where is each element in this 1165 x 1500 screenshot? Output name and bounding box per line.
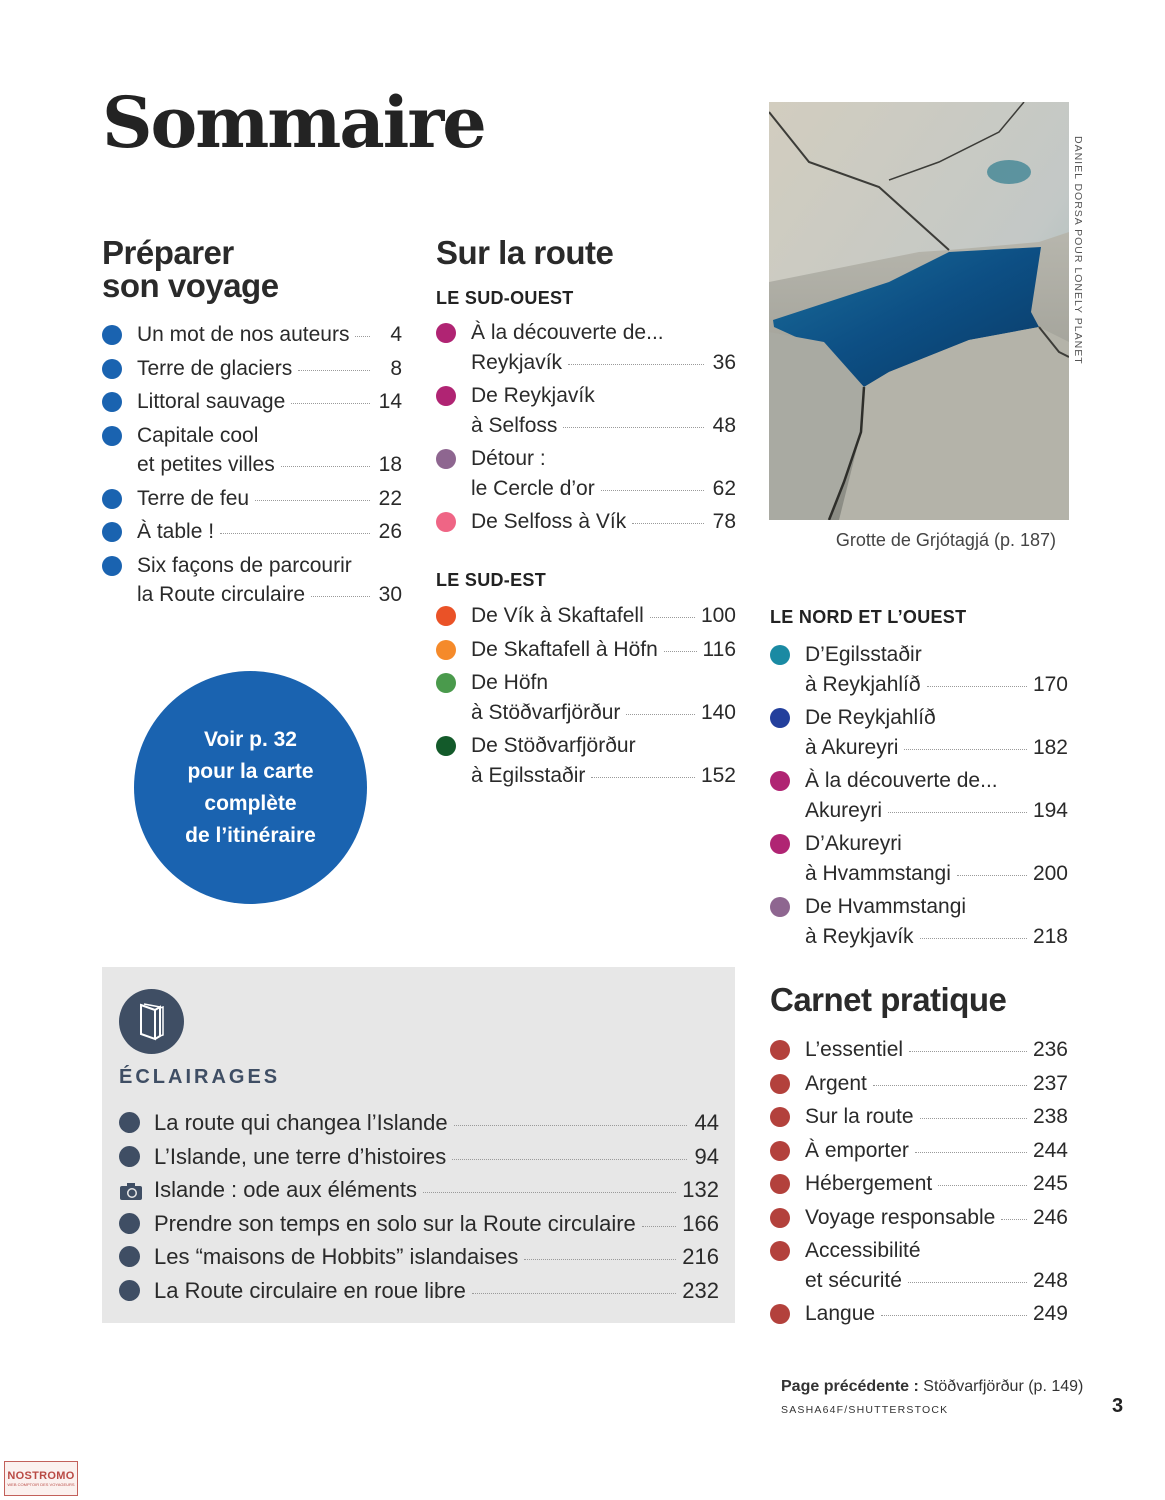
- toc-entry-line: [471, 381, 736, 411]
- bullet-dot-icon: [436, 673, 456, 693]
- section-title-carnet-pratique: Carnet pratique: [770, 981, 1007, 1018]
- toc-entry-title: De Reykjavík: [471, 384, 595, 407]
- toc-entry-line: [805, 1069, 1068, 1099]
- toc-entry-page: 170: [1032, 672, 1068, 696]
- bullet-dot-icon: [119, 1280, 140, 1301]
- toc-list-carnet: [770, 1035, 1068, 1333]
- dot-leader: [642, 1226, 676, 1227]
- toc-entry-title: De Vík à Skaftafell: [471, 604, 644, 627]
- toc-entry-line: [471, 668, 736, 698]
- toc-entry[interactable]: [119, 1242, 719, 1272]
- toc-entry[interactable]: [436, 507, 736, 537]
- toc-entry-line: [154, 1142, 719, 1172]
- dot-leader: [904, 749, 1027, 750]
- toc-entry-title: De Höfn: [471, 671, 549, 694]
- toc-entry[interactable]: [770, 1299, 1068, 1329]
- toc-entry[interactable]: [102, 551, 402, 610]
- toc-entry-line: [137, 450, 402, 480]
- toc-entry-title: De Stöðvarfjörður: [471, 734, 636, 757]
- dot-leader: [591, 777, 695, 778]
- bullet-dot-icon: [102, 359, 122, 379]
- region-heading-sud-ouest: LE SUD-OUEST: [436, 288, 574, 308]
- bullet-dot-icon: [770, 1107, 790, 1127]
- toc-entry[interactable]: [119, 1276, 719, 1306]
- toc-entry[interactable]: [770, 766, 1068, 825]
- toc-entry-page: 152: [700, 763, 736, 787]
- toc-entry-line: [471, 318, 736, 348]
- toc-entry[interactable]: [436, 635, 736, 665]
- toc-entry-page: 8: [390, 356, 402, 380]
- bullet-dot-icon: [436, 386, 456, 406]
- toc-entry-title: L’essentiel: [805, 1038, 904, 1061]
- toc-entry-title: à Reykjavík: [805, 924, 914, 948]
- dot-leader: [298, 370, 370, 371]
- dot-leader: [909, 1051, 1027, 1052]
- toc-entry[interactable]: [436, 601, 736, 631]
- toc-entry-line: [471, 348, 736, 378]
- dot-leader: [220, 533, 370, 534]
- toc-entry-title: Islande : ode aux éléments: [154, 1177, 417, 1203]
- section-title-line: son voyage: [102, 267, 279, 304]
- toc-entry-title: De Selfoss à Vík: [471, 510, 627, 533]
- dot-leader: [423, 1192, 676, 1193]
- toc-list-sud-est: [436, 601, 736, 794]
- toc-entry-page: 194: [1032, 798, 1068, 822]
- dot-leader: [626, 714, 695, 715]
- book-icon: [119, 989, 184, 1054]
- toc-entry-title: À emporter: [805, 1138, 909, 1162]
- toc-entry[interactable]: [436, 444, 736, 503]
- toc-list-preparer: [102, 320, 402, 614]
- previous-page-credit: [781, 1378, 1083, 1396]
- toc-entry[interactable]: [436, 731, 736, 790]
- toc-entry-page: 30: [378, 583, 402, 606]
- toc-entry-title: À table !: [137, 520, 215, 543]
- dot-leader: [311, 596, 370, 597]
- toc-entry[interactable]: [770, 703, 1068, 762]
- bullet-dot-icon: [770, 1074, 790, 1094]
- toc-entry-page: 132: [682, 1177, 719, 1203]
- toc-entry[interactable]: [770, 1203, 1068, 1233]
- bullet-dot-icon: [436, 640, 456, 660]
- camera-icon: [119, 1179, 140, 1200]
- toc-entry-title: la Route circulaire: [137, 583, 306, 606]
- photo-caption: Grotte de Grjótagjá (p. 187): [835, 530, 1056, 550]
- bullet-dot-icon: [770, 1208, 790, 1228]
- toc-entry-page: 94: [694, 1143, 719, 1169]
- bullet-dot-icon: [119, 1146, 140, 1167]
- dot-leader: [650, 617, 695, 618]
- toc-entry-page: 218: [1032, 924, 1068, 948]
- watermark-tagline: WEB COMPTOIR DES VOYAGEURS: [7, 1481, 75, 1487]
- bullet-dot-icon: [770, 897, 790, 917]
- bullet-dot-icon: [102, 392, 122, 412]
- toc-entry-page: 238: [1032, 1105, 1068, 1128]
- toc-entry-title: De Hvammstangi: [805, 895, 967, 918]
- toc-entry-title: Argent: [805, 1071, 867, 1095]
- toc-entry-title: à Hvammstangi: [805, 861, 951, 885]
- toc-entry-line: [471, 507, 736, 537]
- toc-entry-title: à Reykjahlíð: [805, 672, 921, 696]
- dot-leader: [563, 427, 704, 428]
- bullet-dot-icon: [102, 489, 122, 509]
- toc-entry-line: [805, 859, 1068, 889]
- toc-list-nord-ouest: [770, 640, 1068, 955]
- toc-entry[interactable]: [770, 1069, 1068, 1099]
- toc-list-sud-ouest: [436, 318, 736, 541]
- bullet-dot-icon: [436, 323, 456, 343]
- toc-entry-line: [805, 670, 1068, 700]
- toc-entry-title: Littoral sauvage: [137, 390, 286, 413]
- toc-entry[interactable]: [770, 640, 1068, 699]
- bullet-dot-icon: [119, 1213, 140, 1234]
- toc-entry-page: 246: [1032, 1205, 1068, 1229]
- toc-entry-title: le Cercle d’or: [471, 476, 595, 500]
- toc-entry-page: 249: [1032, 1302, 1068, 1325]
- dot-leader: [281, 466, 370, 467]
- toc-entry-title: À la découverte de...: [805, 769, 998, 792]
- toc-entry-page: 18: [378, 453, 402, 476]
- bullet-dot-icon: [770, 771, 790, 791]
- toc-entry[interactable]: [436, 381, 736, 440]
- toc-entry-title: à Egilsstaðir: [471, 763, 586, 787]
- toc-entry-title: Capitale cool: [137, 423, 259, 447]
- section-title-preparer: [102, 236, 279, 302]
- toc-entry-line: [137, 354, 402, 384]
- map-callout-text: Voir p. 32 pour la carte complète de l’itinéraire: [185, 727, 316, 847]
- section-title-sur-la-route: Sur la route: [436, 234, 614, 271]
- dot-leader: [452, 1159, 687, 1160]
- dot-leader: [1001, 1219, 1027, 1220]
- bullet-dot-icon: [770, 1141, 790, 1161]
- toc-entry-line: [805, 1136, 1068, 1166]
- region-heading-nord-ouest: LE NORD ET L’OUEST: [770, 607, 967, 627]
- bullet-dot-icon: [102, 556, 122, 576]
- previous-page-label: Page précédente :: [781, 1378, 919, 1395]
- bullet-dot-icon: [436, 606, 456, 626]
- bullet-dot-icon: [770, 1174, 790, 1194]
- toc-entry-line: [805, 1203, 1068, 1233]
- bullet-dot-icon: [770, 1304, 790, 1324]
- toc-entry-line: [137, 551, 402, 581]
- toc-entry-title: À la découverte de...: [471, 321, 664, 344]
- toc-entry[interactable]: [770, 892, 1068, 951]
- previous-page-value: Stöðvarfjörður (p. 149): [923, 1378, 1084, 1395]
- dot-leader: [355, 336, 370, 337]
- section-title-line: Préparer: [102, 234, 234, 271]
- dot-leader: [632, 523, 704, 524]
- photo-illustration: [769, 102, 1069, 520]
- toc-entry-title: et sécurité: [805, 1268, 902, 1292]
- dot-leader: [908, 1282, 1027, 1283]
- toc-entry-title: De Reykjahlíð: [805, 706, 936, 729]
- toc-entry-line: [805, 1236, 1068, 1266]
- toc-entry-page: 236: [1032, 1038, 1068, 1061]
- toc-entry-page: 248: [1032, 1268, 1068, 1292]
- book-icon-glyph: [119, 989, 184, 1054]
- toc-entry-title: Hébergement: [805, 1172, 933, 1195]
- region-heading-sud-est: LE SUD-EST: [436, 570, 547, 590]
- toc-entry-line: [471, 601, 736, 631]
- bullet-dot-icon: [770, 708, 790, 728]
- toc-entry-page: 36: [712, 350, 736, 374]
- toc-entry[interactable]: [436, 318, 736, 377]
- toc-entry-line: [805, 796, 1068, 826]
- toc-entry[interactable]: [119, 1142, 719, 1172]
- toc-entry-line: [805, 640, 1068, 670]
- toc-entry-line: [805, 1266, 1068, 1296]
- toc-entry-line: [471, 444, 736, 474]
- bullet-dot-icon: [119, 1246, 140, 1267]
- bullet-dot-icon: [102, 522, 122, 542]
- toc-entry[interactable]: [102, 517, 402, 547]
- toc-entry-title: Les “maisons de Hobbits” islandaises: [154, 1244, 519, 1270]
- toc-entry-title: La route qui changea l’Islande: [154, 1110, 448, 1135]
- toc-entry-line: [471, 411, 736, 441]
- toc-entry[interactable]: [770, 1136, 1068, 1166]
- dot-leader: [454, 1125, 687, 1126]
- toc-entry-title: Reykjavík: [471, 350, 563, 374]
- dot-leader: [915, 1152, 1027, 1153]
- toc-entry-title: Détour :: [471, 447, 546, 470]
- page-title: Sommaire: [102, 81, 485, 164]
- toc-entry-page: 100: [700, 604, 736, 627]
- toc-entry-title: Terre de glaciers: [137, 356, 293, 380]
- bullet-dot-icon: [770, 834, 790, 854]
- toc-entry-line: [137, 517, 402, 547]
- toc-entry-page: 140: [700, 700, 736, 724]
- toc-entry[interactable]: [770, 1236, 1068, 1295]
- dot-leader: [664, 651, 697, 652]
- toc-entry[interactable]: [770, 1035, 1068, 1065]
- dot-leader: [255, 500, 370, 501]
- toc-entry-page: 78: [712, 510, 736, 533]
- dot-leader: [920, 938, 1027, 939]
- toc-entry-line: [137, 580, 402, 610]
- toc-entry[interactable]: [102, 484, 402, 514]
- toc-entry-title: Accessibilité: [805, 1239, 921, 1262]
- toc-entry[interactable]: [119, 1175, 719, 1205]
- toc-entry-page: 182: [1032, 735, 1068, 759]
- toc-entry[interactable]: [102, 320, 402, 350]
- toc-entry-title: Terre de feu: [137, 486, 250, 510]
- dot-leader: [291, 403, 370, 404]
- toc-entry[interactable]: [436, 668, 736, 727]
- bullet-dot-icon: [102, 325, 122, 345]
- dot-leader: [938, 1185, 1027, 1186]
- photo-credit-vertical: DANIEL DORSA POUR LONELY PLANET: [1072, 136, 1084, 365]
- toc-entry-page: 237: [1032, 1071, 1068, 1095]
- bullet-dot-icon: [436, 449, 456, 469]
- toc-entry-line: [805, 829, 1068, 859]
- toc-entry[interactable]: [102, 387, 402, 417]
- toc-entry-title: L’Islande, une terre d’histoires: [154, 1143, 447, 1169]
- toc-entry-title: à Selfoss: [471, 413, 558, 437]
- toc-entry-page: 48: [712, 413, 736, 437]
- toc-entry[interactable]: [770, 1169, 1068, 1199]
- bullet-dot-icon: [102, 426, 122, 446]
- toc-entry-line: [137, 484, 402, 514]
- toc-entry-title: La Route circulaire en roue libre: [154, 1277, 466, 1303]
- watermark-name: NOSTROMO: [7, 1469, 75, 1482]
- bullet-dot-icon: [436, 512, 456, 532]
- toc-entry-title: à Stöðvarfjörður: [471, 700, 621, 724]
- toc-entry-line: [805, 1169, 1068, 1199]
- toc-entry-line: [805, 766, 1068, 796]
- toc-entry-title: Voyage responsable: [805, 1205, 996, 1229]
- toc-entry[interactable]: [770, 829, 1068, 888]
- toc-entry[interactable]: [119, 1209, 719, 1239]
- toc-entry-line: [154, 1108, 719, 1138]
- nostromo-watermark: [4, 1461, 78, 1496]
- toc-list-eclairages: [119, 1108, 719, 1310]
- bullet-dot-icon: [119, 1112, 140, 1133]
- dot-leader: [524, 1259, 676, 1260]
- toc-entry-line: [805, 733, 1068, 763]
- toc-entry-line: [805, 1102, 1068, 1132]
- toc-entry-line: [471, 731, 736, 761]
- toc-entry-page: 116: [702, 637, 736, 661]
- toc-entry-line: [154, 1242, 719, 1272]
- dot-leader: [568, 364, 704, 365]
- toc-entry[interactable]: [119, 1108, 719, 1138]
- eclairages-title: ÉCLAIRAGES: [119, 1066, 281, 1088]
- toc-entry-line: [805, 892, 1068, 922]
- bullet-dot-icon: [770, 1040, 790, 1060]
- toc-entry-page: 62: [712, 476, 736, 500]
- toc-entry-title: Prendre son temps en solo sur la Route circulaire: [154, 1210, 636, 1236]
- toc-entry-page: 200: [1032, 861, 1068, 885]
- toc-entry-page: 245: [1032, 1172, 1068, 1195]
- toc-entry-page: 216: [682, 1244, 719, 1270]
- toc-entry-line: [471, 635, 736, 665]
- toc-entry-page: 14: [378, 390, 402, 413]
- photo-grjotagja: [769, 102, 1069, 520]
- toc-entry-line: [154, 1276, 719, 1306]
- toc-entry-line: [805, 1035, 1068, 1065]
- toc-entry-page: 244: [1032, 1138, 1068, 1162]
- toc-entry-line: [805, 1299, 1068, 1329]
- toc-entry-line: [137, 320, 402, 350]
- dot-leader: [472, 1293, 676, 1294]
- toc-entry-line: [471, 698, 736, 728]
- toc-entry-line: [154, 1209, 719, 1239]
- toc-entry-title: Sur la route: [805, 1105, 914, 1128]
- toc-entry-title: Six façons de parcourir: [137, 553, 352, 577]
- dot-leader: [920, 1118, 1027, 1119]
- toc-entry-line: [805, 703, 1068, 733]
- toc-entry-page: 26: [378, 520, 402, 543]
- toc-entry[interactable]: [102, 354, 402, 384]
- page-number: 3: [1112, 1395, 1124, 1417]
- toc-entry-title: Akureyri: [805, 798, 883, 822]
- bullet-dot-icon: [770, 1241, 790, 1261]
- photo-credit-footer: SASHA64F/SHUTTERSTOCK: [781, 1404, 949, 1416]
- dot-leader: [873, 1085, 1027, 1086]
- dot-leader: [957, 875, 1027, 876]
- toc-entry-page: 22: [378, 486, 402, 510]
- toc-entry-line: [805, 922, 1068, 952]
- toc-entry-line: [471, 474, 736, 504]
- dot-leader: [601, 490, 704, 491]
- toc-entry-title: De Skaftafell à Höfn: [471, 637, 658, 661]
- toc-entry-line: [137, 387, 402, 417]
- dot-leader: [888, 812, 1027, 813]
- toc-entry-title: Un mot de nos auteurs: [137, 323, 350, 346]
- toc-entry-line: [154, 1175, 719, 1205]
- toc-entry-title: à Akureyri: [805, 735, 899, 759]
- toc-entry-title: D’Akureyri: [805, 832, 902, 855]
- toc-entry-title: D’Egilsstaðir: [805, 643, 922, 666]
- dot-leader: [881, 1315, 1027, 1316]
- bullet-dot-icon: [436, 736, 456, 756]
- toc-entry[interactable]: [102, 421, 402, 480]
- bullet-dot-icon: [770, 645, 790, 665]
- toc-entry-page: 4: [390, 323, 402, 346]
- toc-entry-page: 44: [694, 1110, 719, 1135]
- toc-entry[interactable]: [770, 1102, 1068, 1132]
- toc-entry-line: [137, 421, 402, 451]
- toc-entry-page: 166: [682, 1210, 719, 1236]
- map-callout-badge[interactable]: [134, 671, 367, 904]
- toc-entry-page: 232: [682, 1277, 719, 1303]
- dot-leader: [927, 686, 1027, 687]
- toc-entry-title: et petites villes: [137, 453, 275, 476]
- toc-entry-line: [471, 761, 736, 791]
- toc-entry-title: Langue: [805, 1302, 876, 1325]
